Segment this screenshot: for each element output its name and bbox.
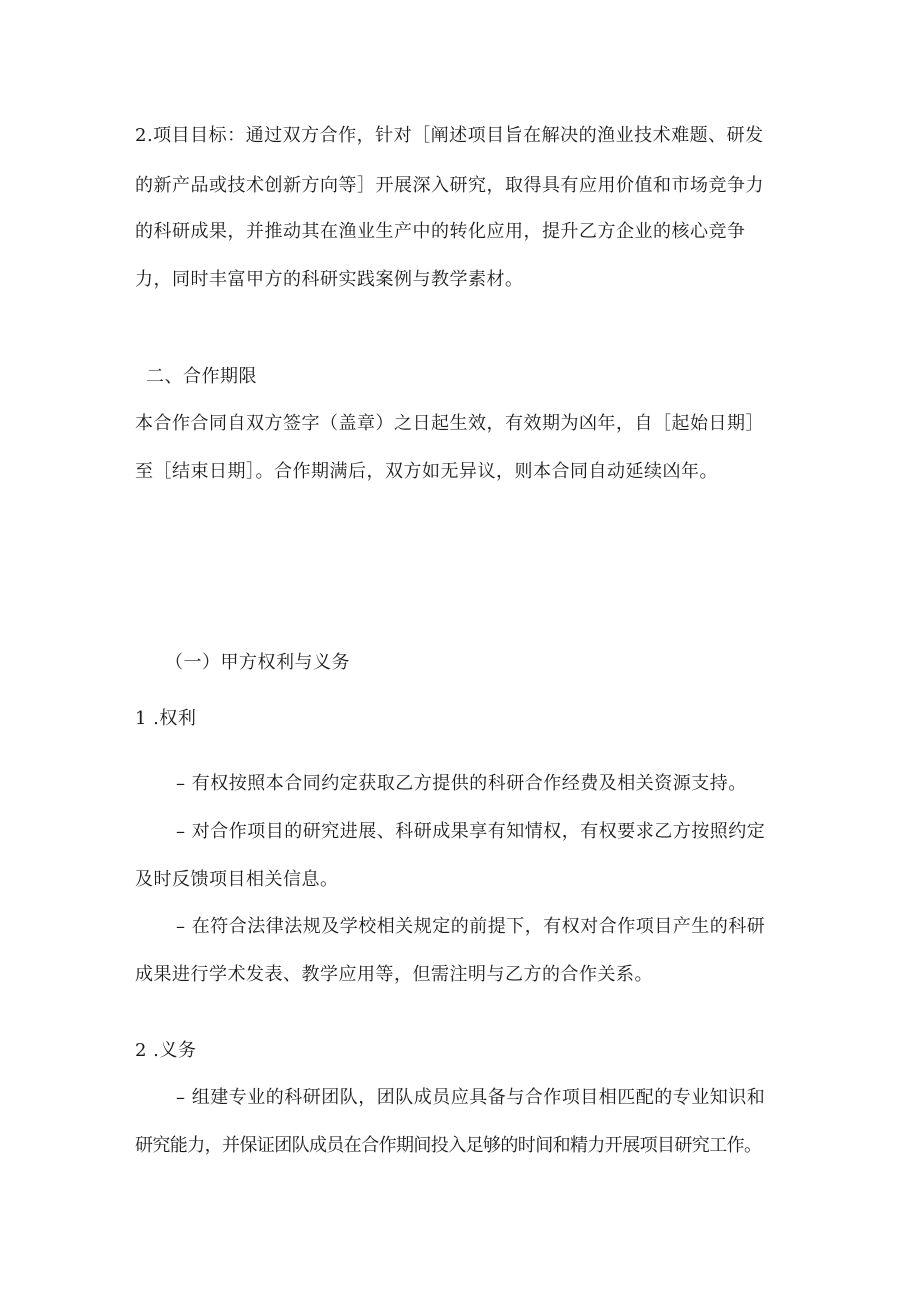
rights-item-1: – 有权按照本合同约定获取乙方提供的科研合作经费及相关资源支持。 [176, 773, 747, 794]
rights-item-2-cont: 及时反馈项目相关信息。 [135, 869, 339, 890]
goal-line-4: 力，同时丰富甲方的科研实践案例与教学素材。 [135, 269, 524, 290]
goal-line-1: 2.项目目标：通过双方合作，针对［阐述项目旨在解决的渔业技术难题、研发 [135, 125, 764, 146]
rights-item-2: – 对合作项目的研究进展、科研成果享有知情权，有权要求乙方按照约定 [176, 821, 766, 842]
goal-line-3: 的科研成果，并推动其在渔业生产中的转化应用，提升乙方企业的核心竞争 [135, 221, 746, 242]
duties-item-1: – 组建专业的科研团队，团队成员应具备与合作项目相匹配的专业知识和 [176, 1087, 766, 1108]
rights-heading: 1 .权利 [135, 708, 197, 729]
party-a-heading: （一）甲方权利与义务 [165, 652, 350, 673]
period-heading: 二、合作期限 [146, 366, 257, 387]
period-line-1: 本合作合同自双方签字（盖章）之日起生效，有效期为凶年，自［起始日期］ [135, 413, 764, 434]
rights-item-3-cont: 成果进行学术发表、教学应用等，但需注明与乙方的合作关系。 [135, 964, 653, 985]
duties-item-1-cont: 研究能力，并保证团队成员在合作期间投入足够的时间和精力开展项目研究工作。 [135, 1135, 762, 1156]
duties-heading: 2 .义务 [135, 1040, 197, 1061]
period-line-2: 至［结束日期］。合作期满后，双方如无异议，则本合同自动延续凶年。 [135, 461, 718, 482]
rights-item-3: – 在符合法律法规及学校相关规定的前提下，有权对合作项目产生的科研 [176, 916, 766, 937]
goal-line-2: 的新产品或技术创新方向等］开展深入研究，取得具有应用价值和市场竞争力 [135, 175, 764, 196]
